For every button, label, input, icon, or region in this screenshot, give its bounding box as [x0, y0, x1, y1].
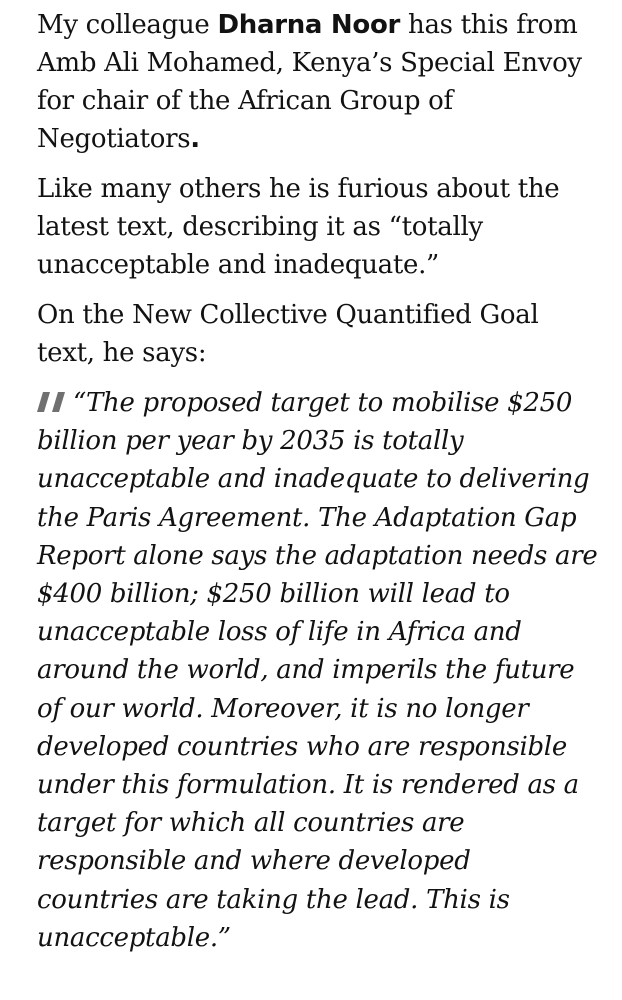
- context-paragraph: Like many others he is furious about the latest text, describing it as “totally unacceptable and inadequate.”: [37, 174, 560, 280]
- quote-text: “The proposed target to mobilise $250 billion per year by 2035 is totally unacceptable and inadequate to delivering the Paris Agreement. The Adaptation Gap Report alone says the adaptation needs are $400 billion; $250 billion will lead to unacceptable loss of life in Africa and around the world, and imperils the future of our world. Moreover, it is no longer developed countries who are responsible under this formulation. It is rendered as a target for which all countries are responsible and where developed countries are taking the lead. This is unacceptable.”: [37, 388, 598, 953]
- blockquote: [37, 384, 598, 957]
- intro-paragraph: [37, 6, 598, 158]
- intro-prefix: My colleague: [37, 10, 218, 40]
- author-name: Dharna Noor: [217, 10, 401, 40]
- lead-in-paragraph: On the New Collective Quantified Goal text, he says:: [37, 300, 539, 368]
- intro-suffix: has this from Amb Ali Mohamed, Kenya’s Special Envoy for chair of the African Group of Negotiators: [37, 10, 582, 154]
- intro-end: .: [190, 124, 200, 154]
- quote-mark-icon: [37, 392, 67, 412]
